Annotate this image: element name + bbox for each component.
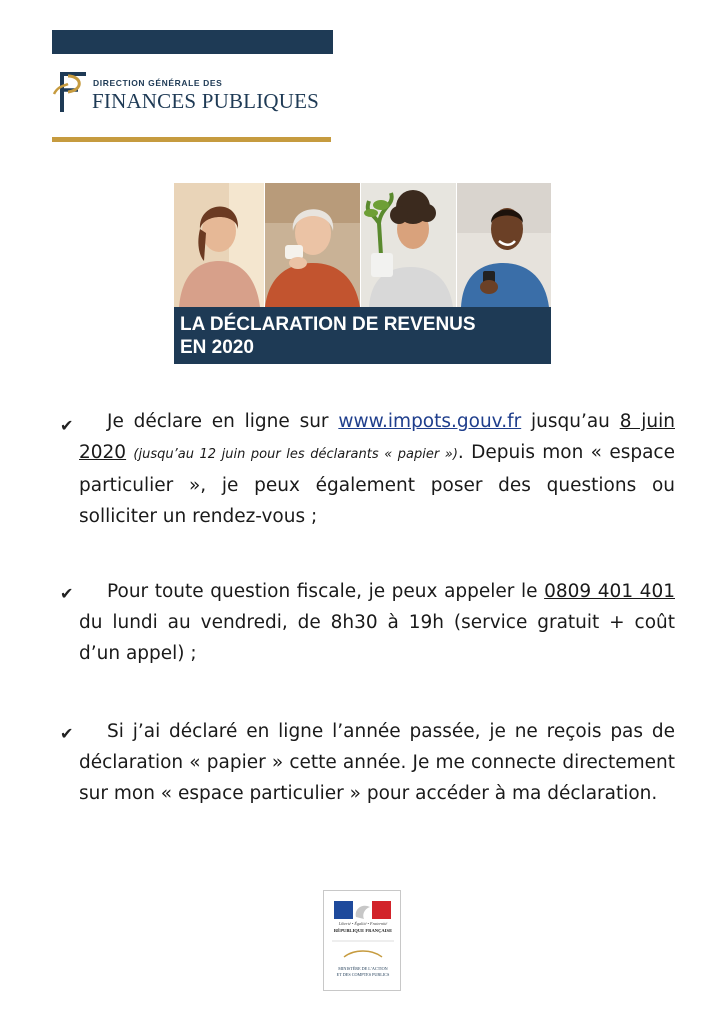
republic-name: RÉPUBLIQUE FRANÇAISE [333,928,393,933]
campaign-banner [174,183,551,364]
republic-motto: Liberté • Égalité • Fraternité [338,921,388,926]
checkmark-icon: ✔ [60,584,74,603]
item3-text: Si j’ai déclaré en ligne l’année passée, je ne reçois pas de déclaration « papier » cette année. Je me connecte directement sur mon « espace particulier » pour accéder à ma déclaration. [79,721,675,804]
impots-website-link[interactable]: www.impots.gouv.fr [338,411,522,432]
support-phone-number: 0809 401 401 [544,581,675,602]
item1-text-b: jusqu’au [521,411,620,432]
photo-woman-smiling [174,183,264,307]
header-navy-bar [52,30,333,54]
photo-elderly-woman-tea [265,183,360,307]
banner-caption [174,307,551,364]
paper-deadline-note: (jusqu’au 12 juin pour les déclarants « papier ») [133,447,458,462]
photo-young-man-plant [361,183,456,307]
item2-text-a: Pour toute question fiscale, je peux appeler le [107,581,545,602]
banner-title-line1: LA DÉCLARATION DE REVENUS [180,314,476,335]
item1-text-a: Je déclare en ligne sur [107,411,339,432]
ministry-logo [323,890,401,991]
deadline-date: 8 juin 2020 [79,411,675,463]
photo-man-phone [457,183,551,307]
checkmark-icon: ✔ [60,416,74,435]
checkmark-icon: ✔ [60,724,74,743]
dgfip-logo [52,62,333,114]
info-item-phone-support [79,576,675,669]
item1-text-c: . Depuis mon « espace particulier », je peux également poser des questions ou solliciter un rendez-vous ; [79,442,675,527]
item2-text-b: du lundi au vendredi, de 8h30 à 19h (service gratuit + coût d’un appel) ; [79,612,675,664]
banner-title-line2: EN 2020 [180,337,254,358]
dgfip-emblem-icon [52,66,90,114]
info-item-online-declaration [79,406,675,532]
header-gold-rule [52,137,331,142]
logo-org-line2: FINANCES PUBLIQUES [92,89,320,113]
logo-org-line1: DIRECTION GÉNÉRALE DES [93,78,223,88]
republique-francaise-emblem-icon [324,891,402,992]
info-item-no-paper-form [79,716,675,809]
ministry-name-line1: MINISTÈRE DE L’ACTION [338,966,388,971]
ministry-name-line2: ET DES COMPTES PUBLICS [336,972,390,977]
